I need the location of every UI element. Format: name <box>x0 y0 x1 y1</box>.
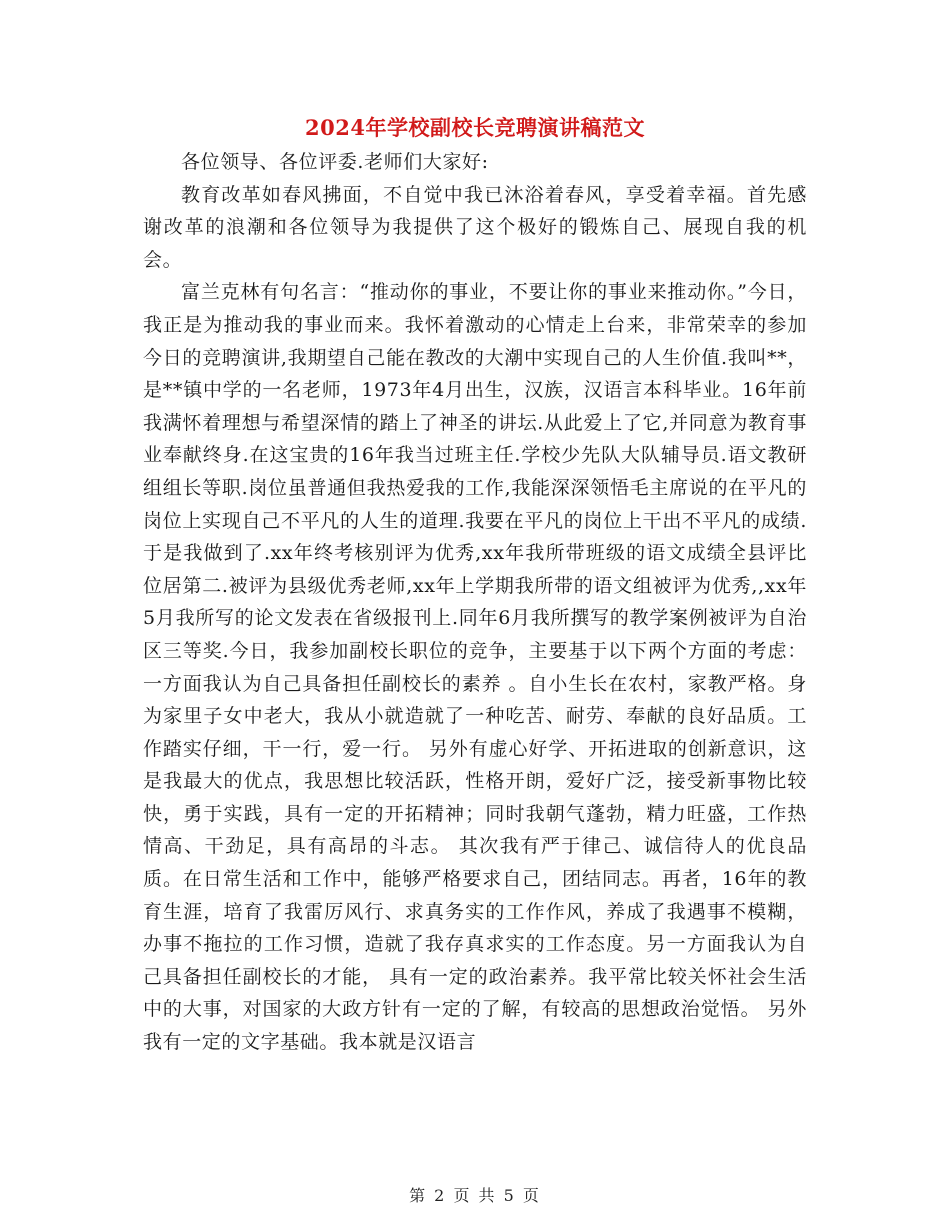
document-body <box>143 146 807 1059</box>
greeting-paragraph: 各位领导、各位评委.老师们大家好: <box>181 151 489 173</box>
intro-paragraph: 教育改革如春风拂面，不自觉中我已沐浴着春风，享受着幸福。首先感谢改革的浪潮和各位领导为我提供了这个极好的锻炼自己、展现自我的机会。 <box>143 183 807 271</box>
document-title: 2024年学校副校长竞聘演讲稿范文 <box>305 115 645 140</box>
main-paragraph: 富兰克林有句名言：“推动你的事业，不要让你的事业来推动你。”今日，我正是为推动我的事业而来。我怀着激动的心情走上台来，非常荣幸的参加今日的竞聘演讲,我期望自己能在教改的大潮中实现自己的人生价值.我叫**，是**镇中学的一名老师，1973年4月出生，汉族，汉语言本科毕业。16年前我满怀着理想与希望深情的踏上了神圣的讲坛.从此爱上了它,并同意为教育事业奉献终身.在这宝贵的16年我当过班主任.学校少先队大队辅导员.语文教研组组长等职.岗位虽普通但我热爱我的工作,我能深深领悟毛主席说的在平凡的岗位上实现自己不平凡的人生的道理.我要在平凡的岗位上干出不平凡的成绩.于是我做到了.xx年终考核别评为优秀,xx年我所带班级的语文成绩全县评比位居第二.被评为县级优秀老师,xx年上学期我所带的语文组被评为优秀,,xx年5月我所写的论文发表在省级报刊上.同年6月我所撰写的教学案例被评为自治区三等奖.今日，我参加副校长职位的竞争，主要基于以下两个方面的考虑： 一方面我认为自己具备担任副校长的素养 。自小生长在农村，家教严格。身为家里子女中老大，我从小就造就了一种吃苦、耐劳、奉献的良好品质。工作踏实仔细，干一行，爱一行。 另外有虚心好学、开拓进取的创新意识，这是我最大的优点，我思想比较活跃，性格开朗，爱好广泛，接受新事物比较快，勇于实践，具有一定的开拓精神；同时我朝气蓬勃，精力旺盛，工作热情高、干劲足，具有高昂的斗志。 其次我有严于律己、诚信待人的优良品质。在日常生活和工作中，能够严格要求自己，团结同志。再者，16年的教育生涯，培育了我雷厉风行、求真务实的工作作风，养成了我遇事不模糊，办事不拖拉的工作习惯，造就了我存真求实的工作态度。另一方面我认为自己具备担任副校长的才能， 具有一定的政治素养。我平常比较关怀社会生活中的大事，对国家的大政方针有一定的了解，有较高的思想政治觉悟。 另外我有一定的文字基础。我本就是汉语言 <box>143 281 807 1054</box>
page-number-footer: 第 2 页 共 5 页 <box>409 1186 541 1205</box>
